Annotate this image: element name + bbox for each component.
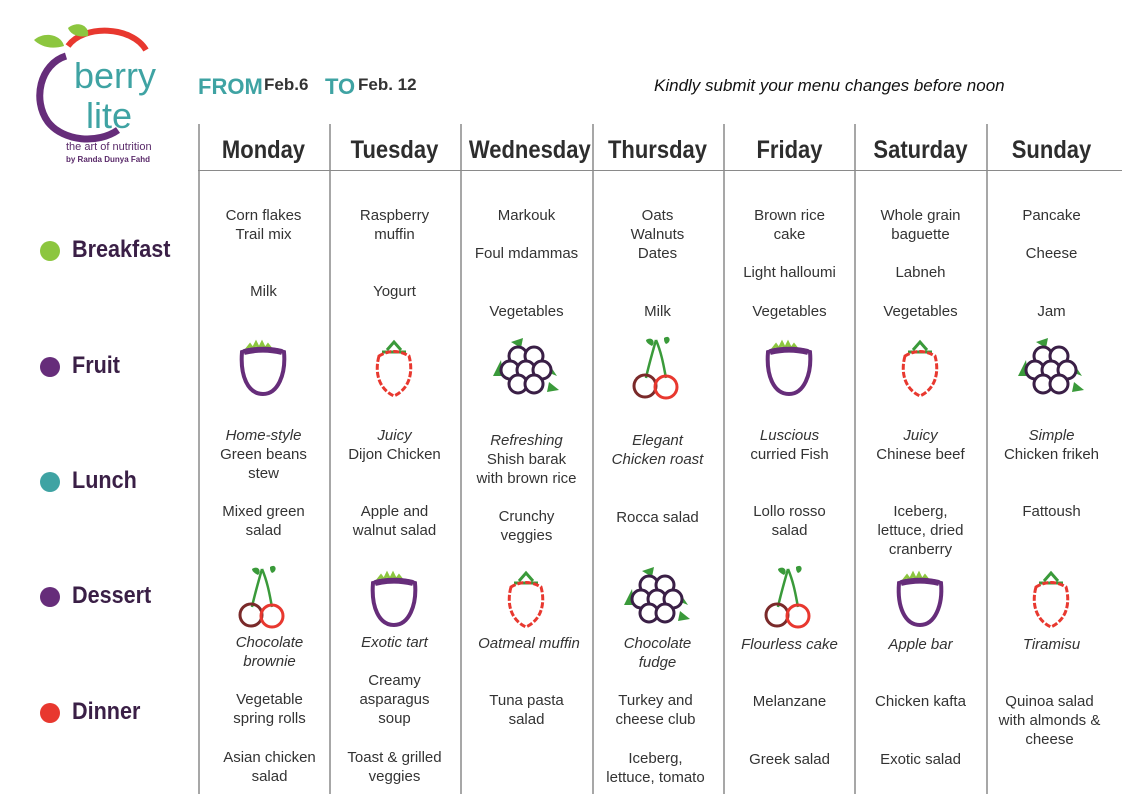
dessert-friday [724,635,855,654]
logo-word-bottom: lite [86,95,133,136]
dish-adjective: Juicy [377,427,412,444]
menu-item: curried Fish [750,446,829,463]
dish-adjective: Elegant [632,432,683,449]
menu-item: Dates [637,245,678,262]
menu-item: Crunchy [498,508,555,525]
dinner-monday [204,690,335,786]
dinner-friday [724,692,855,769]
menu-item: Vegetables [489,303,564,320]
menu-item: Chicken kafta [875,693,966,710]
menu-item: Chicken roast [611,451,704,468]
breakfast-sunday [986,206,1117,321]
dessert-monday [204,633,335,671]
menu-item: Melanzane [752,693,827,710]
menu-item: Jam [1037,303,1066,320]
day-header-wednesday: Wednesday [468,136,591,164]
menu-notice: Kindly submit your menu changes before noon [654,76,1005,95]
dinner-dot [40,703,60,723]
menu-item: Chocolate [623,635,692,652]
fig-icon [754,336,824,402]
menu-item: baguette [891,226,950,243]
fig-icon [359,567,429,633]
logo-tagline: the art of nutrition [66,141,152,153]
day-header-saturday: Saturday [873,136,968,164]
dish-adjective: Luscious [759,427,820,444]
menu-item: Shish barak [486,451,567,468]
menu-item: Pancake [1022,207,1081,224]
logo-word-top: berry [74,55,157,96]
menu-item: Chinese beef [876,446,965,463]
menu-item: cake [773,226,806,243]
menu-item: Foul mdammas [474,245,579,262]
menu-item: salad [245,522,282,539]
cherry-icon [228,563,298,629]
menu-item: veggies [368,768,421,785]
menu-item: Raspberry [359,207,430,224]
to-date: Feb. 12 [358,75,417,94]
dessert-sunday [986,635,1117,654]
menu-item: Milk [250,283,277,300]
menu-item: Labneh [895,264,946,281]
breakfast-thursday [592,206,723,321]
cherry-icon [622,334,692,400]
dish-adjective: Simple [1028,427,1075,444]
menu-item: fudge [638,654,677,671]
day-header-sunday: Sunday [1011,136,1092,164]
dessert-wednesday [462,634,596,653]
fruit-dot [40,357,60,377]
dinner-tuesday [329,671,460,786]
menu-item: cheese [1025,731,1074,748]
lunch-thursday [592,431,723,527]
menu-item: Iceberg, [893,503,948,520]
menu-item: soup [378,710,411,727]
menu-item: with almonds & [998,712,1101,729]
dinner-sunday [984,692,1115,749]
menu-item: lettuce, tomato [606,769,705,786]
dish-adjective: Home-style [225,427,302,444]
lunch-dot [40,472,60,492]
menu-item: Trail mix [235,226,292,243]
breakfast-dot [40,241,60,261]
breakfast-monday [198,206,329,301]
logo-byline: by Randa Dunya Fahd [66,155,151,164]
menu-item: Oatmeal muffin [478,635,580,652]
menu-item: Asian chicken [223,749,316,766]
menu-item: Chocolate [235,634,304,651]
menu-item: cheese club [615,711,696,728]
menu-item: Vegetables [752,303,827,320]
lunch-monday [198,426,329,540]
dessert-tuesday [329,633,460,652]
menu-item: Exotic salad [880,751,961,768]
lunch-sunday [986,426,1117,521]
breakfast-wednesday [461,206,592,321]
raspberry-icon [885,336,955,402]
menu-item: salad [508,711,545,728]
dish-adjective: Juicy [903,427,938,444]
breakfast-friday [724,206,855,321]
menu-item: salad [771,522,808,539]
breakfast-tuesday [329,206,460,301]
dessert-thursday [592,634,723,672]
from-label: FROM [198,74,263,99]
header-divider [198,170,1122,171]
menu-item: Toast & grilled [347,749,442,766]
menu-item: Walnuts [630,226,685,243]
menu-item: Apple and [360,503,429,520]
menu-item: veggies [500,527,553,544]
day-header-tuesday: Tuesday [350,136,439,164]
menu-item: Vegetables [883,303,958,320]
menu-item: Oats [641,207,674,224]
menu-item: Turkey and [618,692,693,709]
menu-item: Rocca salad [616,509,699,526]
menu-item: Dijon Chicken [348,446,441,463]
menu-item: Milk [644,303,671,320]
meal-label-dinner: Dinner [72,698,141,725]
day-header-thursday: Thursday [607,136,708,164]
menu-item: Fattoush [1022,503,1081,520]
fig-icon [885,567,955,633]
menu-item: Corn flakes [225,207,302,224]
menu-item: brownie [243,653,296,670]
menu-item: Iceberg, [628,750,683,767]
raspberry-icon [359,336,429,402]
raspberry-icon [1016,567,1086,633]
menu-item: Green beans [220,446,307,463]
blackberry-icon [1016,336,1086,402]
menu-item: with brown rice [476,470,577,487]
meal-label-fruit: Fruit [72,352,120,379]
dish-adjective: Refreshing [490,432,563,449]
menu-item: Mixed green [222,503,305,520]
fig-icon [228,336,298,402]
menu-item: lettuce, dried [877,522,964,539]
meal-label-lunch: Lunch [72,467,137,494]
menu-item: Greek salad [749,751,830,768]
raspberry-icon [491,567,561,633]
breakfast-saturday [855,206,986,321]
menu-item: Light halloumi [743,264,836,281]
dessert-dot [40,587,60,607]
menu-item: Quinoa salad [1005,693,1094,710]
menu-item: Chicken frikeh [1003,446,1100,463]
dinner-saturday [855,692,986,769]
menu-item: Cheese [1025,245,1078,262]
menu-item: cranberry [888,541,953,558]
dessert-saturday [855,635,986,654]
menu-item: Flourless cake [741,636,838,653]
to-label: TO [325,74,356,99]
menu-item: muffin [374,226,415,243]
menu-item: spring rolls [233,710,306,727]
from-date: Feb.6 [264,75,309,94]
menu-item: walnut salad [352,522,437,539]
menu-item: Creamy [368,672,421,689]
blackberry-icon [491,336,561,402]
menu-item: Vegetable [236,691,303,708]
menu-item: Markouk [497,207,556,224]
menu-item: Whole grain [880,207,961,224]
dinner-wednesday [461,691,592,729]
menu-item: Brown rice [754,207,825,224]
menu-item: Exotic tart [361,634,428,651]
day-header-monday: Monday [221,136,306,164]
menu-item: asparagus [359,691,430,708]
menu-item: salad [251,768,288,785]
lunch-tuesday [329,426,460,540]
menu-item: stew [248,465,279,482]
lunch-friday [724,426,855,540]
lunch-saturday [855,426,986,559]
lunch-wednesday [461,431,592,545]
menu-item: Apple bar [888,636,953,653]
menu-item: Tiramisu [1022,636,1081,653]
blackberry-icon [622,565,692,631]
dinner-thursday [590,691,721,787]
meal-label-breakfast: Breakfast [72,236,171,263]
day-header-friday: Friday [756,136,823,164]
meal-label-dessert: Dessert [72,582,152,609]
menu-item: Yogurt [373,283,416,300]
cherry-icon [754,563,824,629]
menu-item: Tuna pasta [489,692,564,709]
menu-item: Lollo rosso [753,503,826,520]
